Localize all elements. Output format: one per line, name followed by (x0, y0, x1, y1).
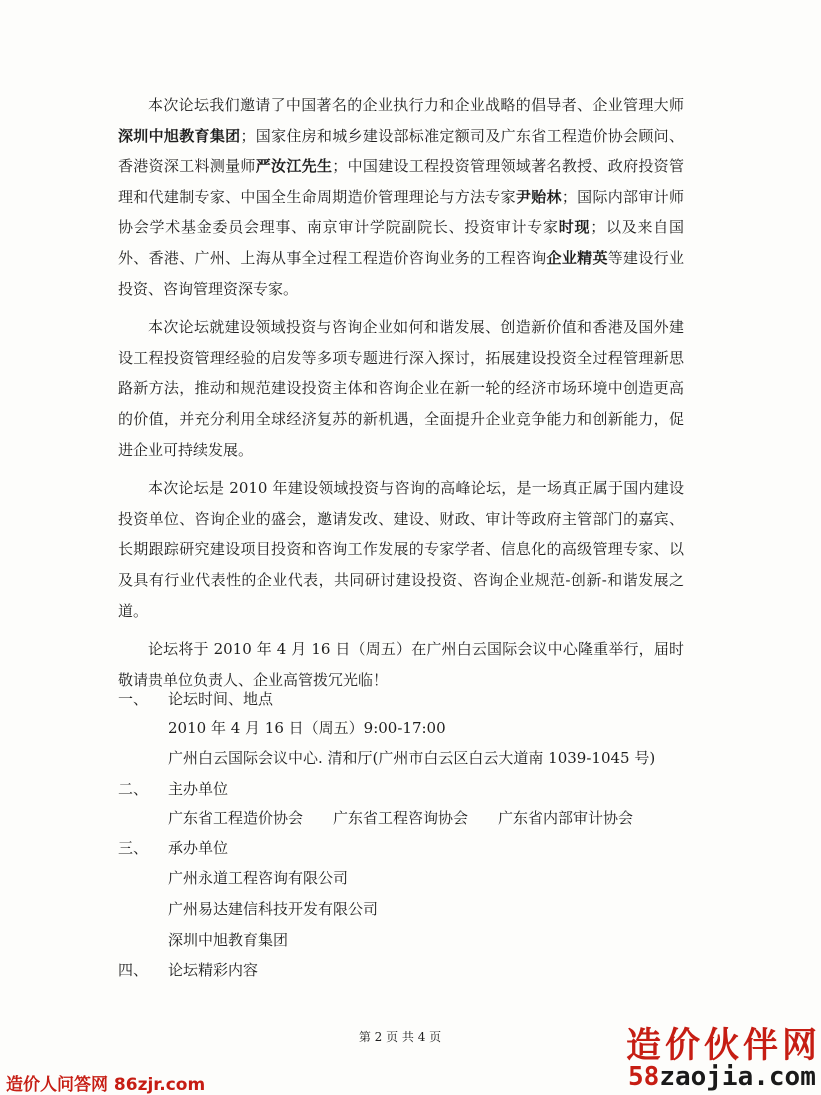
section-number: 一、 (118, 690, 149, 708)
forum-venue: 广州白云国际会议中心. 清和厅(广州市白云区白云大道南 1039-1045 号) (168, 749, 656, 767)
forum-time: 2010 年 4 月 16 日（周五）9:00-17:00 (168, 719, 446, 737)
organizer-1: 广州永道工程咨询有限公司 (168, 869, 349, 887)
section-title: 论坛时间、地点 (168, 690, 274, 708)
text-segment: ；以及来自国外、香港、广州、上海从事全过程工程造价咨询业务的工程咨询 (118, 218, 684, 267)
watermark-left: 造价人问答网 86zjr.com (6, 1075, 206, 1095)
paragraph (118, 473, 684, 626)
watermark-right-bottom (628, 1062, 816, 1092)
bold-name: 尹贻林 (515, 187, 562, 206)
bold-name: 深圳中旭教育集团 (118, 126, 241, 145)
watermark-num: 58 (628, 1062, 660, 1092)
section-number: 四、 (118, 961, 149, 979)
body-paragraphs (118, 90, 684, 695)
section-title: 主办单位 (168, 780, 229, 798)
bold-name: 时现 (558, 218, 591, 237)
section-2-heading (118, 778, 678, 798)
paragraph (118, 634, 684, 695)
text-segment: 本次论坛我们邀请了中国著名的企业执行力和企业战略的倡导者、企业管理大师 (148, 96, 684, 114)
text-segment: 等建设行业投资、咨询管理资深专家。 (118, 248, 684, 298)
section-number: 三、 (118, 839, 149, 857)
paragraph (118, 90, 684, 304)
page-number-footer: 第 2 页 共 4 页 (358, 1030, 442, 1044)
organizer-2: 广州易达建信科技开发有限公司 (168, 900, 379, 918)
text-segment: ；中国建设工程投资管理领域著名教授、政府投资管理和代建制专家、中国全生命周期造价管理理论与方法专家 (118, 157, 684, 206)
section-title: 论坛精彩内容 (168, 961, 259, 979)
text-segment: ；国际内部审计师协会学术基金委员会理事、南京审计学院副院长、投资审计专家 (118, 187, 684, 237)
host-org-2: 广东省工程咨询协会 (333, 809, 469, 827)
text-segment: 本次论坛就建设领域投资与咨询企业如何和谐发展、创造新价值和香港及国外建设工程投资管理经验的启发等多项专题进行深入探讨，拓展建设投资全过程管理新思路新方法，推动和规范建设投资主体和咨询企业在新一轮的经济市场环境中创造更高的价值，并充分利用全球经济复苏的新机遇，全面提升企业竞争能力和创新能力，促进企业可持续发展。 (118, 318, 684, 459)
section-3-heading (118, 837, 678, 857)
section-1-heading (118, 688, 678, 708)
host-org-1: 广东省工程造价协会 (168, 809, 304, 827)
bold-name: 严汝江先生 (255, 157, 333, 176)
text-segment: ；国家住房和城乡建设部标准定额司及广东省工程造价协会顾问、香港资深工料测量师 (118, 126, 684, 176)
text-segment: 本次论坛是 2010 年建设领域投资与咨询的高峰论坛，是一场真正属于国内建设投资单位、咨询企业的盛会，邀请发改、建设、财政、审计等政府主管部门的嘉宾、长期跟踪研究建设项目投资和咨询工作发展的专家学者、信息化的高级管理专家、以及具有行业代表性的企业代表，共同研讨建设投资、咨询企业规范-创新-和谐发展之道。 (118, 479, 684, 620)
bold-name: 企业精英 (546, 248, 608, 267)
host-org-3: 广东省内部审计协会 (498, 809, 634, 827)
text-segment: 论坛将于 2010 年 4 月 16 日（周五）在广州白云国际会议中心隆重举行，届时敬请贵单位负责人、企业高管拨冗光临！ (118, 640, 684, 689)
watermark-domain: zaojia.com (659, 1062, 816, 1092)
section-title: 承办单位 (168, 839, 229, 857)
watermark-right-top: 造价伙伴网 (626, 1026, 821, 1066)
section-number: 二、 (118, 780, 149, 798)
paragraph (118, 312, 684, 465)
section-4-heading (118, 959, 678, 979)
organizer-3: 深圳中旭教育集团 (168, 931, 289, 949)
